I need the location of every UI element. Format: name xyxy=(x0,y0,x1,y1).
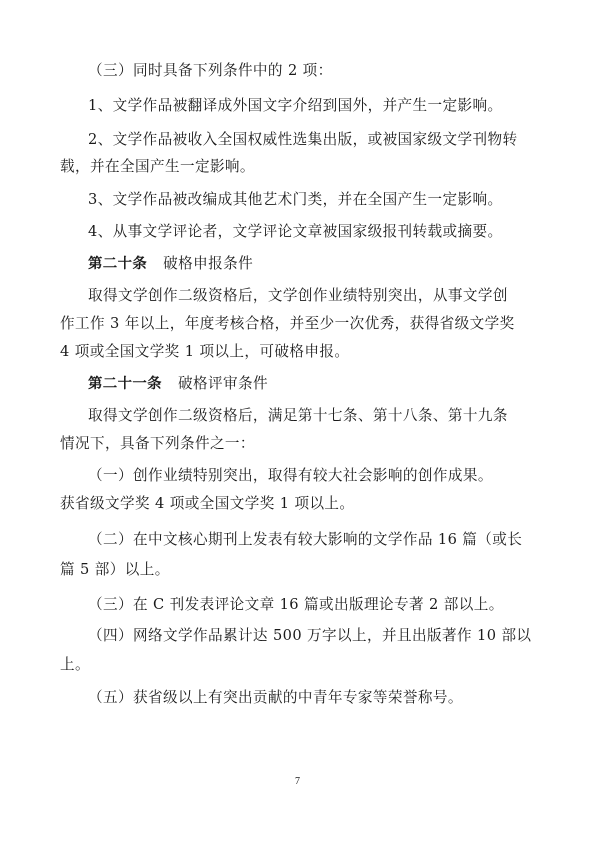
article-21-item-4-line-1: （四）网络文学作品累计达 500 万字以上，并且出版著作 10 部以 xyxy=(88,627,532,644)
condition-item-2-line-2: 载，并在全国产生一定影响。 xyxy=(60,158,255,175)
condition-item-4: 4、从事文学评论者，文学评论文章被国家级报刊转载或摘要。 xyxy=(88,223,503,240)
article-20-body-line-2: 作工作 3 年以上，年度考核合格，并至少一次优秀，获得省级文学奖 xyxy=(60,315,515,332)
page-number: 7 xyxy=(295,776,300,787)
article-21-item-3: （三）在 C 刊发表评论文章 16 篇或出版理论专著 2 部以上。 xyxy=(88,596,504,613)
article-20-body-line-1: 取得文学创作二级资格后，文学创作业绩特别突出，从事文学创 xyxy=(88,287,508,304)
article-21-item-5: （五）获省级以上有突出贡献的中青年专家等荣誉称号。 xyxy=(88,689,463,706)
article-21-label: 第二十一条 xyxy=(88,376,162,392)
condition-three-heading: （三）同时具备下列条件中的 2 项： xyxy=(88,62,333,79)
article-21-item-4-line-2: 上。 xyxy=(60,656,90,673)
article-21-item-1: （一）创作业绩特别突出，取得有较大社会影响的创作成果。 xyxy=(88,467,493,484)
article-21-body-line-2: 情况下，具备下列条件之一： xyxy=(60,435,255,452)
condition-item-2-line-1: 2、文学作品被收入全国权威性选集出版，或被国家级文学刊物转 xyxy=(88,131,518,148)
article-20-title: 破格申报条件 xyxy=(163,255,254,272)
condition-item-3: 3、文学作品被改编成其他艺术门类，并在全国产生一定影响。 xyxy=(88,191,503,208)
article-21-item-1-continued: 获省级文学奖 4 项或全国文学奖 1 项以上。 xyxy=(60,495,355,512)
article-20-heading xyxy=(88,254,253,274)
article-20-label: 第二十条 xyxy=(88,256,148,272)
article-21-item-2-line-2: 篇 5 部）以上。 xyxy=(60,561,170,578)
article-21-item-2-line-1: （二）在中文核心期刊上发表有较大影响的文学作品 16 篇（或长 xyxy=(88,531,523,548)
article-21-body-line-1: 取得文学创作二级资格后，满足第十七条、第十八条、第十九条 xyxy=(88,407,508,424)
article-21-heading xyxy=(88,374,268,394)
condition-item-1: 1、文学作品被翻译成外国文字介绍到国外，并产生一定影响。 xyxy=(88,97,503,114)
article-20-body-line-3: 4 项或全国文学奖 1 项以上，可破格申报。 xyxy=(60,343,350,360)
article-21-title: 破格评审条件 xyxy=(177,375,268,392)
